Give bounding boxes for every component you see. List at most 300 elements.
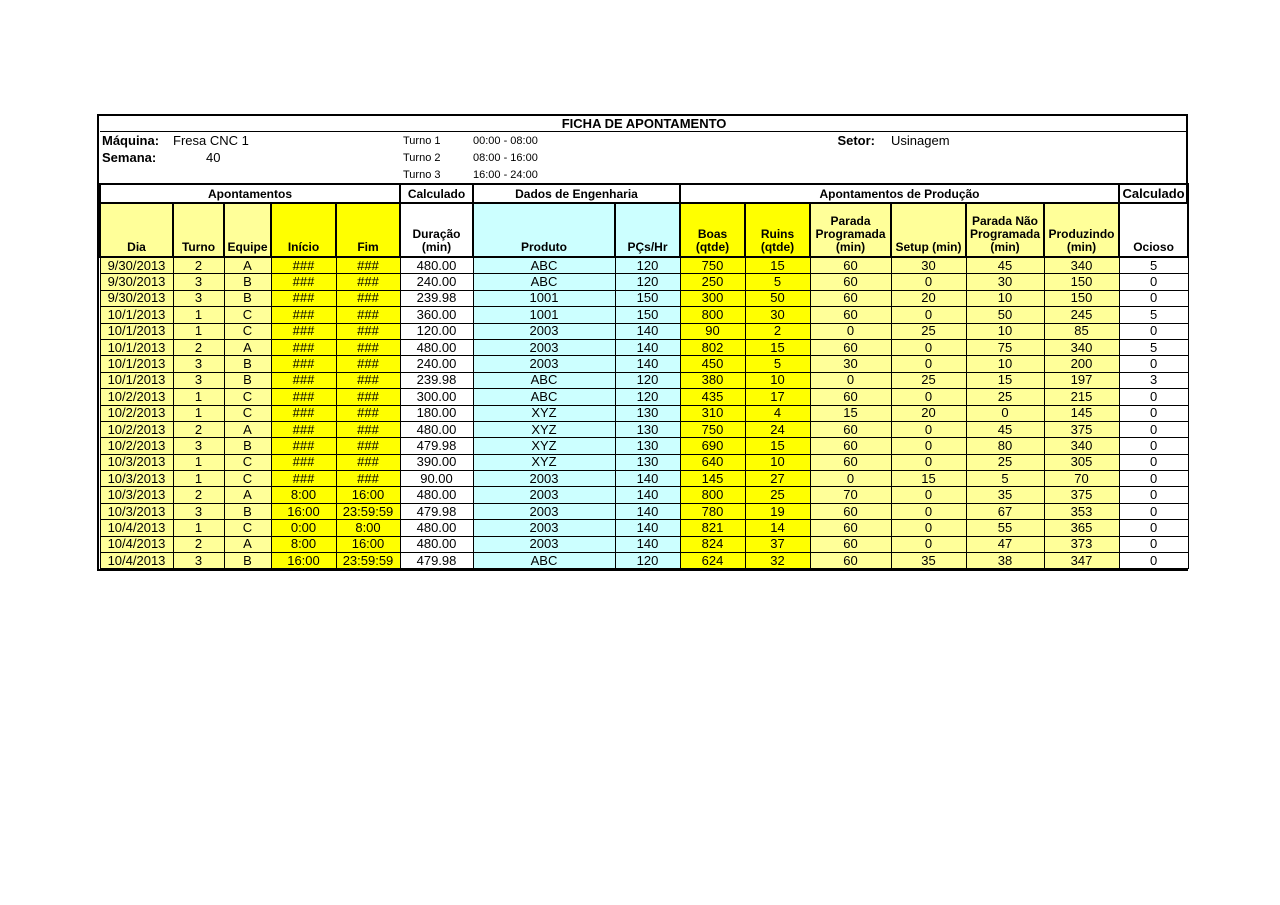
cell-pcs-hr[interactable]: 120 bbox=[615, 372, 680, 388]
cell-duracao[interactable]: 300.00 bbox=[400, 389, 473, 405]
cell-produzindo[interactable]: 347 bbox=[1044, 553, 1119, 569]
cell-inicio[interactable]: ### bbox=[271, 274, 336, 290]
cell-equipe[interactable]: B bbox=[224, 356, 271, 372]
cell-pcs-hr[interactable]: 140 bbox=[615, 356, 680, 372]
cell-parada-nao-programada[interactable]: 25 bbox=[966, 389, 1044, 405]
cell-boas[interactable]: 800 bbox=[680, 487, 745, 503]
cell-equipe[interactable]: C bbox=[224, 389, 271, 405]
cell-ocioso[interactable]: 0 bbox=[1119, 553, 1188, 569]
cell-duracao[interactable]: 479.98 bbox=[400, 503, 473, 519]
cell-equipe[interactable]: A bbox=[224, 421, 271, 437]
cell-boas[interactable]: 145 bbox=[680, 471, 745, 487]
cell-produzindo[interactable]: 340 bbox=[1044, 257, 1119, 274]
cell-parada-programada[interactable]: 60 bbox=[810, 389, 891, 405]
cell-boas[interactable]: 802 bbox=[680, 339, 745, 355]
cell-dia[interactable]: 10/1/2013 bbox=[100, 307, 173, 323]
cell-inicio[interactable]: ### bbox=[271, 421, 336, 437]
cell-ruins[interactable]: 15 bbox=[745, 339, 810, 355]
cell-produto[interactable]: XYZ bbox=[473, 405, 615, 421]
cell-dia[interactable]: 9/30/2013 bbox=[100, 290, 173, 306]
cell-ocioso[interactable]: 0 bbox=[1119, 290, 1188, 306]
cell-produto[interactable]: ABC bbox=[473, 389, 615, 405]
cell-produzindo[interactable]: 340 bbox=[1044, 438, 1119, 454]
cell-pcs-hr[interactable]: 120 bbox=[615, 389, 680, 405]
cell-turno[interactable]: 3 bbox=[173, 356, 224, 372]
cell-turno[interactable]: 2 bbox=[173, 536, 224, 552]
cell-ruins[interactable]: 32 bbox=[745, 553, 810, 569]
cell-boas[interactable]: 750 bbox=[680, 421, 745, 437]
cell-fim[interactable]: ### bbox=[336, 323, 400, 339]
cell-equipe[interactable]: B bbox=[224, 372, 271, 388]
cell-fim[interactable]: 23:59:59 bbox=[336, 553, 400, 569]
cell-produto[interactable]: XYZ bbox=[473, 454, 615, 470]
cell-duracao[interactable]: 390.00 bbox=[400, 454, 473, 470]
cell-dia[interactable]: 10/3/2013 bbox=[100, 487, 173, 503]
cell-fim[interactable]: ### bbox=[336, 274, 400, 290]
maquina-value[interactable]: Fresa CNC 1 bbox=[173, 132, 249, 148]
cell-duracao[interactable]: 480.00 bbox=[400, 520, 473, 536]
cell-ocioso[interactable]: 0 bbox=[1119, 520, 1188, 536]
cell-turno[interactable]: 1 bbox=[173, 307, 224, 323]
cell-parada-programada[interactable]: 0 bbox=[810, 471, 891, 487]
cell-dia[interactable]: 10/2/2013 bbox=[100, 389, 173, 405]
cell-produto[interactable]: 2003 bbox=[473, 503, 615, 519]
cell-turno[interactable]: 1 bbox=[173, 389, 224, 405]
cell-parada-programada[interactable]: 60 bbox=[810, 307, 891, 323]
cell-setup[interactable]: 25 bbox=[891, 323, 966, 339]
cell-ocioso[interactable]: 0 bbox=[1119, 405, 1188, 421]
cell-fim[interactable]: ### bbox=[336, 257, 400, 274]
cell-parada-nao-programada[interactable]: 5 bbox=[966, 471, 1044, 487]
cell-equipe[interactable]: B bbox=[224, 290, 271, 306]
cell-dia[interactable]: 10/1/2013 bbox=[100, 339, 173, 355]
cell-ocioso[interactable]: 0 bbox=[1119, 454, 1188, 470]
cell-pcs-hr[interactable]: 150 bbox=[615, 290, 680, 306]
cell-ruins[interactable]: 25 bbox=[745, 487, 810, 503]
cell-inicio[interactable]: ### bbox=[271, 438, 336, 454]
cell-parada-nao-programada[interactable]: 30 bbox=[966, 274, 1044, 290]
cell-produzindo[interactable]: 145 bbox=[1044, 405, 1119, 421]
cell-produzindo[interactable]: 365 bbox=[1044, 520, 1119, 536]
cell-inicio[interactable]: ### bbox=[271, 405, 336, 421]
cell-equipe[interactable]: A bbox=[224, 257, 271, 274]
cell-duracao[interactable]: 120.00 bbox=[400, 323, 473, 339]
cell-parada-nao-programada[interactable]: 25 bbox=[966, 454, 1044, 470]
cell-fim[interactable]: ### bbox=[336, 372, 400, 388]
cell-parada-nao-programada[interactable]: 45 bbox=[966, 257, 1044, 274]
group-calculado: Calculado bbox=[400, 184, 473, 203]
cell-parada-programada[interactable]: 60 bbox=[810, 339, 891, 355]
cell-ocioso[interactable]: 0 bbox=[1119, 421, 1188, 437]
cell-ocioso[interactable]: 5 bbox=[1119, 339, 1188, 355]
table-row bbox=[100, 553, 1188, 569]
cell-parada-programada[interactable]: 60 bbox=[810, 274, 891, 290]
cell-ocioso[interactable]: 0 bbox=[1119, 323, 1188, 339]
group-producao: Apontamentos de Produção bbox=[680, 184, 1119, 203]
cell-dia[interactable]: 10/3/2013 bbox=[100, 503, 173, 519]
cell-pcs-hr[interactable]: 120 bbox=[615, 553, 680, 569]
cell-ruins[interactable]: 37 bbox=[745, 536, 810, 552]
cell-setup[interactable]: 0 bbox=[891, 307, 966, 323]
cell-ruins[interactable]: 10 bbox=[745, 454, 810, 470]
cell-equipe[interactable]: C bbox=[224, 454, 271, 470]
cell-inicio[interactable]: ### bbox=[271, 290, 336, 306]
cell-fim[interactable]: ### bbox=[336, 438, 400, 454]
cell-dia[interactable]: 10/3/2013 bbox=[100, 471, 173, 487]
setor-value[interactable]: Usinagem bbox=[891, 132, 950, 148]
cell-fim[interactable]: ### bbox=[336, 389, 400, 405]
cell-produzindo[interactable]: 353 bbox=[1044, 503, 1119, 519]
cell-fim[interactable]: ### bbox=[336, 471, 400, 487]
cell-produzindo[interactable]: 85 bbox=[1044, 323, 1119, 339]
cell-equipe[interactable]: A bbox=[224, 339, 271, 355]
cell-equipe[interactable]: A bbox=[224, 487, 271, 503]
cell-inicio[interactable]: 8:00 bbox=[271, 487, 336, 503]
cell-equipe[interactable]: C bbox=[224, 471, 271, 487]
cell-inicio[interactable]: ### bbox=[271, 257, 336, 274]
cell-parada-nao-programada[interactable]: 10 bbox=[966, 356, 1044, 372]
cell-boas[interactable]: 380 bbox=[680, 372, 745, 388]
cell-ruins[interactable]: 5 bbox=[745, 274, 810, 290]
cell-produzindo[interactable]: 305 bbox=[1044, 454, 1119, 470]
cell-produto[interactable]: 2003 bbox=[473, 536, 615, 552]
cell-fim[interactable]: ### bbox=[336, 307, 400, 323]
cell-fim[interactable]: ### bbox=[336, 356, 400, 372]
cell-ocioso[interactable]: 0 bbox=[1119, 274, 1188, 290]
cell-turno[interactable]: 3 bbox=[173, 503, 224, 519]
cell-pcs-hr[interactable]: 140 bbox=[615, 471, 680, 487]
cell-parada-programada[interactable]: 60 bbox=[810, 553, 891, 569]
table-row bbox=[100, 274, 1188, 290]
cell-equipe[interactable]: A bbox=[224, 536, 271, 552]
cell-ruins[interactable]: 19 bbox=[745, 503, 810, 519]
cell-boas[interactable]: 90 bbox=[680, 323, 745, 339]
cell-boas[interactable]: 824 bbox=[680, 536, 745, 552]
cell-boas[interactable]: 250 bbox=[680, 274, 745, 290]
cell-ocioso[interactable]: 0 bbox=[1119, 356, 1188, 372]
cell-produto[interactable]: 2003 bbox=[473, 487, 615, 503]
cell-pcs-hr[interactable]: 120 bbox=[615, 257, 680, 274]
cell-turno[interactable]: 1 bbox=[173, 405, 224, 421]
cell-produto[interactable]: 1001 bbox=[473, 290, 615, 306]
cell-setup[interactable]: 20 bbox=[891, 290, 966, 306]
cell-produto[interactable]: ABC bbox=[473, 257, 615, 274]
cell-parada-programada[interactable]: 60 bbox=[810, 290, 891, 306]
cell-ruins[interactable]: 15 bbox=[745, 257, 810, 274]
cell-ruins[interactable]: 10 bbox=[745, 372, 810, 388]
cell-boas[interactable]: 690 bbox=[680, 438, 745, 454]
cell-produzindo[interactable]: 340 bbox=[1044, 339, 1119, 355]
cell-parada-nao-programada[interactable]: 55 bbox=[966, 520, 1044, 536]
cell-produzindo[interactable]: 245 bbox=[1044, 307, 1119, 323]
cell-parada-nao-programada[interactable]: 10 bbox=[966, 290, 1044, 306]
cell-duracao[interactable]: 479.98 bbox=[400, 438, 473, 454]
cell-pcs-hr[interactable]: 150 bbox=[615, 307, 680, 323]
cell-produto[interactable]: ABC bbox=[473, 553, 615, 569]
cell-turno[interactable]: 2 bbox=[173, 339, 224, 355]
cell-equipe[interactable]: C bbox=[224, 323, 271, 339]
cell-inicio[interactable]: ### bbox=[271, 356, 336, 372]
cell-setup[interactable]: 0 bbox=[891, 503, 966, 519]
cell-fim[interactable]: ### bbox=[336, 290, 400, 306]
cell-dia[interactable]: 10/4/2013 bbox=[100, 520, 173, 536]
cell-ruins[interactable]: 5 bbox=[745, 356, 810, 372]
cell-inicio[interactable]: ### bbox=[271, 307, 336, 323]
cell-setup[interactable]: 0 bbox=[891, 520, 966, 536]
cell-dia[interactable]: 10/2/2013 bbox=[100, 438, 173, 454]
cell-parada-programada[interactable]: 60 bbox=[810, 536, 891, 552]
cell-parada-programada[interactable]: 60 bbox=[810, 438, 891, 454]
cell-setup[interactable]: 0 bbox=[891, 389, 966, 405]
cell-duracao[interactable]: 480.00 bbox=[400, 339, 473, 355]
cell-ocioso[interactable]: 0 bbox=[1119, 503, 1188, 519]
cell-duracao[interactable]: 480.00 bbox=[400, 536, 473, 552]
cell-produto[interactable]: 2003 bbox=[473, 520, 615, 536]
cell-boas[interactable]: 780 bbox=[680, 503, 745, 519]
cell-inicio[interactable]: ### bbox=[271, 454, 336, 470]
cell-pcs-hr[interactable]: 140 bbox=[615, 487, 680, 503]
cell-turno[interactable]: 3 bbox=[173, 553, 224, 569]
cell-turno[interactable]: 3 bbox=[173, 438, 224, 454]
cell-parada-nao-programada[interactable]: 75 bbox=[966, 339, 1044, 355]
cell-dia[interactable]: 10/1/2013 bbox=[100, 323, 173, 339]
cell-produzindo[interactable]: 375 bbox=[1044, 421, 1119, 437]
cell-boas[interactable]: 435 bbox=[680, 389, 745, 405]
cell-ruins[interactable]: 50 bbox=[745, 290, 810, 306]
cell-produzindo[interactable]: 197 bbox=[1044, 372, 1119, 388]
col-ocioso: Ocioso bbox=[1119, 203, 1188, 257]
table-row bbox=[100, 487, 1188, 503]
cell-pcs-hr[interactable]: 140 bbox=[615, 323, 680, 339]
cell-parada-nao-programada[interactable]: 47 bbox=[966, 536, 1044, 552]
cell-pcs-hr[interactable]: 140 bbox=[615, 339, 680, 355]
cell-ocioso[interactable]: 0 bbox=[1119, 487, 1188, 503]
cell-produto[interactable]: 2003 bbox=[473, 323, 615, 339]
cell-equipe[interactable]: C bbox=[224, 520, 271, 536]
cell-ruins[interactable]: 4 bbox=[745, 405, 810, 421]
turno-3-name: Turno 3 bbox=[403, 168, 441, 181]
cell-parada-programada[interactable]: 0 bbox=[810, 323, 891, 339]
cell-inicio[interactable]: ### bbox=[271, 372, 336, 388]
cell-pcs-hr[interactable]: 140 bbox=[615, 503, 680, 519]
cell-parada-programada[interactable]: 60 bbox=[810, 257, 891, 274]
cell-pcs-hr[interactable]: 130 bbox=[615, 421, 680, 437]
cell-produzindo[interactable]: 373 bbox=[1044, 536, 1119, 552]
semana-value[interactable]: 40 bbox=[206, 149, 221, 165]
turno-2-time: 08:00 - 16:00 bbox=[473, 151, 538, 164]
table-row bbox=[100, 520, 1188, 536]
cell-setup[interactable]: 30 bbox=[891, 257, 966, 274]
cell-equipe[interactable]: B bbox=[224, 503, 271, 519]
cell-turno[interactable]: 1 bbox=[173, 454, 224, 470]
cell-fim[interactable]: 16:00 bbox=[336, 487, 400, 503]
cell-dia[interactable]: 9/30/2013 bbox=[100, 257, 173, 274]
cell-ruins[interactable]: 14 bbox=[745, 520, 810, 536]
cell-fim[interactable]: ### bbox=[336, 339, 400, 355]
cell-duracao[interactable]: 180.00 bbox=[400, 405, 473, 421]
cell-duracao[interactable]: 240.00 bbox=[400, 274, 473, 290]
cell-inicio[interactable]: ### bbox=[271, 389, 336, 405]
header-table bbox=[99, 116, 1189, 569]
cell-dia[interactable]: 10/1/2013 bbox=[100, 372, 173, 388]
cell-duracao[interactable]: 240.00 bbox=[400, 356, 473, 372]
cell-turno[interactable]: 1 bbox=[173, 471, 224, 487]
cell-produto[interactable]: XYZ bbox=[473, 421, 615, 437]
cell-produzindo[interactable]: 200 bbox=[1044, 356, 1119, 372]
cell-duracao[interactable]: 480.00 bbox=[400, 487, 473, 503]
cell-equipe[interactable]: B bbox=[224, 438, 271, 454]
cell-turno[interactable]: 3 bbox=[173, 274, 224, 290]
cell-produto[interactable]: ABC bbox=[473, 274, 615, 290]
cell-produto[interactable]: 2003 bbox=[473, 471, 615, 487]
cell-parada-nao-programada[interactable]: 10 bbox=[966, 323, 1044, 339]
cell-inicio[interactable]: 16:00 bbox=[271, 553, 336, 569]
cell-ocioso[interactable]: 0 bbox=[1119, 471, 1188, 487]
cell-pcs-hr[interactable]: 120 bbox=[615, 274, 680, 290]
cell-turno[interactable]: 2 bbox=[173, 487, 224, 503]
cell-dia[interactable]: 10/4/2013 bbox=[100, 536, 173, 552]
cell-boas[interactable]: 450 bbox=[680, 356, 745, 372]
cell-inicio[interactable]: ### bbox=[271, 339, 336, 355]
cell-turno[interactable]: 2 bbox=[173, 257, 224, 274]
cell-turno[interactable]: 3 bbox=[173, 290, 224, 306]
cell-pcs-hr[interactable]: 140 bbox=[615, 520, 680, 536]
cell-produzindo[interactable]: 150 bbox=[1044, 290, 1119, 306]
cell-fim[interactable]: 23:59:59 bbox=[336, 503, 400, 519]
cell-duracao[interactable]: 360.00 bbox=[400, 307, 473, 323]
cell-parada-programada[interactable]: 70 bbox=[810, 487, 891, 503]
cell-equipe[interactable]: C bbox=[224, 405, 271, 421]
cell-turno[interactable]: 1 bbox=[173, 520, 224, 536]
cell-produzindo[interactable]: 70 bbox=[1044, 471, 1119, 487]
cell-boas[interactable]: 640 bbox=[680, 454, 745, 470]
cell-parada-nao-programada[interactable]: 35 bbox=[966, 487, 1044, 503]
cell-ocioso[interactable]: 0 bbox=[1119, 536, 1188, 552]
cell-parada-programada[interactable]: 0 bbox=[810, 372, 891, 388]
cell-produto[interactable]: 1001 bbox=[473, 307, 615, 323]
cell-parada-nao-programada[interactable]: 80 bbox=[966, 438, 1044, 454]
cell-dia[interactable]: 10/4/2013 bbox=[100, 553, 173, 569]
cell-ruins[interactable]: 24 bbox=[745, 421, 810, 437]
cell-fim[interactable]: ### bbox=[336, 405, 400, 421]
cell-setup[interactable]: 0 bbox=[891, 421, 966, 437]
cell-dia[interactable]: 10/2/2013 bbox=[100, 405, 173, 421]
cell-parada-nao-programada[interactable]: 50 bbox=[966, 307, 1044, 323]
cell-parada-programada[interactable]: 60 bbox=[810, 503, 891, 519]
cell-inicio[interactable]: 8:00 bbox=[271, 536, 336, 552]
cell-pcs-hr[interactable]: 140 bbox=[615, 536, 680, 552]
cell-dia[interactable]: 10/3/2013 bbox=[100, 454, 173, 470]
cell-duracao[interactable]: 479.98 bbox=[400, 553, 473, 569]
cell-parada-nao-programada[interactable]: 67 bbox=[966, 503, 1044, 519]
cell-ocioso[interactable]: 0 bbox=[1119, 438, 1188, 454]
cell-ruins[interactable]: 15 bbox=[745, 438, 810, 454]
cell-duracao[interactable]: 90.00 bbox=[400, 471, 473, 487]
cell-produzindo[interactable]: 215 bbox=[1044, 389, 1119, 405]
cell-setup[interactable]: 0 bbox=[891, 454, 966, 470]
cell-produzindo[interactable]: 375 bbox=[1044, 487, 1119, 503]
cell-turno[interactable]: 1 bbox=[173, 323, 224, 339]
cell-ocioso[interactable]: 5 bbox=[1119, 307, 1188, 323]
cell-pcs-hr[interactable]: 130 bbox=[615, 454, 680, 470]
cell-equipe[interactable]: C bbox=[224, 307, 271, 323]
cell-setup[interactable]: 20 bbox=[891, 405, 966, 421]
cell-parada-nao-programada[interactable]: 38 bbox=[966, 553, 1044, 569]
cell-inicio[interactable]: 0:00 bbox=[271, 520, 336, 536]
cell-equipe[interactable]: B bbox=[224, 553, 271, 569]
cell-parada-nao-programada[interactable]: 0 bbox=[966, 405, 1044, 421]
cell-duracao[interactable]: 239.98 bbox=[400, 372, 473, 388]
cell-ruins[interactable]: 17 bbox=[745, 389, 810, 405]
cell-setup[interactable]: 15 bbox=[891, 471, 966, 487]
cell-dia[interactable]: 10/2/2013 bbox=[100, 421, 173, 437]
cell-fim[interactable]: 16:00 bbox=[336, 536, 400, 552]
cell-parada-nao-programada[interactable]: 15 bbox=[966, 372, 1044, 388]
cell-boas[interactable]: 310 bbox=[680, 405, 745, 421]
cell-setup[interactable]: 0 bbox=[891, 356, 966, 372]
cell-produzindo[interactable]: 150 bbox=[1044, 274, 1119, 290]
cell-inicio[interactable]: ### bbox=[271, 471, 336, 487]
cell-produto[interactable]: 2003 bbox=[473, 356, 615, 372]
cell-parada-programada[interactable]: 60 bbox=[810, 421, 891, 437]
cell-boas[interactable]: 624 bbox=[680, 553, 745, 569]
cell-boas[interactable]: 750 bbox=[680, 257, 745, 274]
cell-setup[interactable]: 35 bbox=[891, 553, 966, 569]
cell-ruins[interactable]: 2 bbox=[745, 323, 810, 339]
cell-ruins[interactable]: 27 bbox=[745, 471, 810, 487]
cell-fim[interactable]: ### bbox=[336, 421, 400, 437]
cell-setup[interactable]: 0 bbox=[891, 536, 966, 552]
cell-dia[interactable]: 10/1/2013 bbox=[100, 356, 173, 372]
setor-label: Setor: bbox=[837, 132, 875, 148]
cell-parada-programada[interactable]: 30 bbox=[810, 356, 891, 372]
cell-produto[interactable]: ABC bbox=[473, 372, 615, 388]
cell-fim[interactable]: 8:00 bbox=[336, 520, 400, 536]
table-row bbox=[100, 323, 1188, 339]
cell-setup[interactable]: 0 bbox=[891, 438, 966, 454]
cell-turno[interactable]: 3 bbox=[173, 372, 224, 388]
cell-pcs-hr[interactable]: 130 bbox=[615, 405, 680, 421]
cell-parada-programada[interactable]: 15 bbox=[810, 405, 891, 421]
cell-boas[interactable]: 800 bbox=[680, 307, 745, 323]
cell-setup[interactable]: 25 bbox=[891, 372, 966, 388]
cell-parada-programada[interactable]: 60 bbox=[810, 454, 891, 470]
cell-boas[interactable]: 821 bbox=[680, 520, 745, 536]
cell-inicio[interactable]: 16:00 bbox=[271, 503, 336, 519]
cell-dia[interactable]: 9/30/2013 bbox=[100, 274, 173, 290]
cell-ruins[interactable]: 30 bbox=[745, 307, 810, 323]
cell-fim[interactable]: ### bbox=[336, 454, 400, 470]
cell-produto[interactable]: XYZ bbox=[473, 438, 615, 454]
cell-duracao[interactable]: 480.00 bbox=[400, 421, 473, 437]
cell-turno[interactable]: 2 bbox=[173, 421, 224, 437]
cell-duracao[interactable]: 480.00 bbox=[400, 257, 473, 274]
cell-boas[interactable]: 300 bbox=[680, 290, 745, 306]
cell-setup[interactable]: 0 bbox=[891, 487, 966, 503]
cell-equipe[interactable]: B bbox=[224, 274, 271, 290]
cell-parada-nao-programada[interactable]: 45 bbox=[966, 421, 1044, 437]
cell-parada-programada[interactable]: 60 bbox=[810, 520, 891, 536]
cell-inicio[interactable]: ### bbox=[271, 323, 336, 339]
cell-ocioso[interactable]: 3 bbox=[1119, 372, 1188, 388]
cell-ocioso[interactable]: 0 bbox=[1119, 389, 1188, 405]
cell-ocioso[interactable]: 5 bbox=[1119, 257, 1188, 274]
cell-setup[interactable]: 0 bbox=[891, 339, 966, 355]
cell-pcs-hr[interactable]: 130 bbox=[615, 438, 680, 454]
cell-duracao[interactable]: 239.98 bbox=[400, 290, 473, 306]
cell-setup[interactable]: 0 bbox=[891, 274, 966, 290]
cell-produto[interactable]: 2003 bbox=[473, 339, 615, 355]
